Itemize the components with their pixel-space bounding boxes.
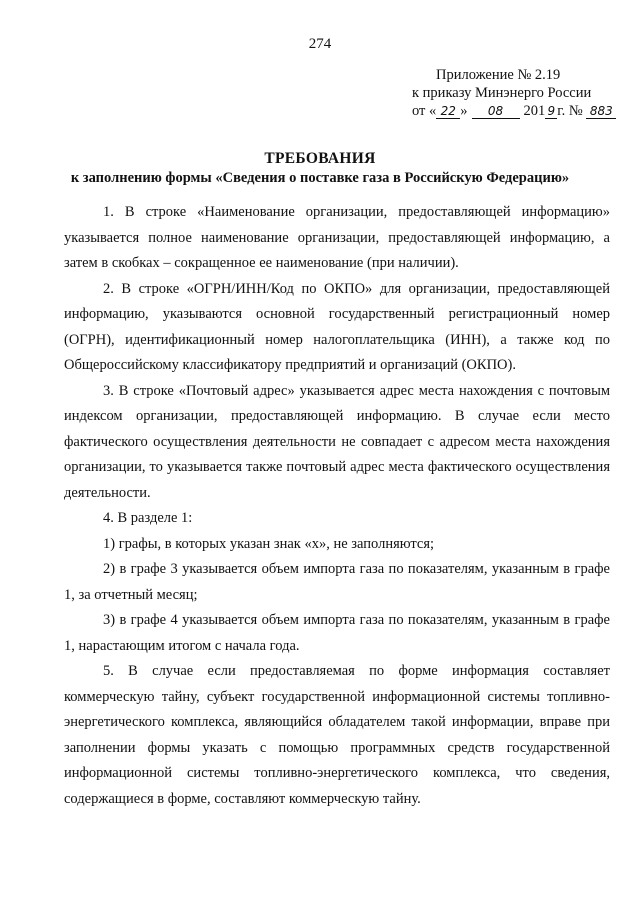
handwritten-order-number: 883 <box>586 105 616 119</box>
paragraph-3: 3. В строке «Почтовый адрес» указывается адрес места нахождения с почтовым индексом организации, предоставляющей информацию. В случае если место фактического осуществления деятельности не совпадает с адресом места нахождения организации, то указывается также почтовый адрес места фактического осуществления деятельности. <box>64 382 610 501</box>
appendix-header <box>412 66 616 120</box>
appendix-order-ref: к приказу Минэнерго России <box>412 85 592 101</box>
paragraph-2: 2. В строке «ОГРН/ИНН/Код по ОКПО» для организации, предоставляющей информацию, указываются основной государственный регистрационный номер (ОГРН), идентификационный номер налогоплательщика (ИНН), а также код по Общероссийскому классификатору предприятий и организаций (ОКПО). <box>64 280 610 373</box>
document-subtitle: к заполнению формы «Сведения о поставке газа в Российскую Федерацию» <box>70 170 570 186</box>
page-number: 274 <box>308 36 332 52</box>
handwritten-day: 22 <box>436 105 460 119</box>
paragraph-5: 5. В случае если предоставляемая по форме информация составляет коммерческую тайну, субъект государственной информационной системы топливно-энергетического комплекса, являющийся обладателем такой информации, вправе при заполнении формы указать с помощью программных средств государственной информационной системы топливно-энергетического комплекса, что сведения, содержащиеся в форме, составляют коммерческую тайну. <box>64 663 610 807</box>
year-suffix: г. № <box>557 103 583 119</box>
document-body <box>64 200 610 812</box>
paragraph-4: 4. В разделе 1: <box>103 510 193 526</box>
appendix-title: Приложение № 2.19 <box>436 67 561 83</box>
paragraph-4-item-2: 2) в графе 3 указывается объем импорта газа по показателям, указанным в графе 1, за отчетный месяц; <box>64 561 610 603</box>
year-prefix: 201 <box>523 103 546 119</box>
handwritten-month: 08 <box>472 105 520 119</box>
document-title: ТРЕБОВАНИЯ <box>264 150 376 167</box>
paragraph-1: 1. В строке «Наименование организации, предоставляющей информацию» указывается полное наименование организации, предоставляющей информацию, а затем в скобках – сокращенное ее наименование (при наличии). <box>64 204 610 271</box>
appendix-date-line <box>412 102 616 120</box>
date-prefix: от « <box>412 103 437 119</box>
date-day-close: » <box>460 103 468 119</box>
handwritten-year-digit: 9 <box>545 105 557 119</box>
paragraph-4-item-3: 3) в графе 4 указывается объем импорта газа по показателям, указанным в графе 1, нарастающим итогом с начала года. <box>64 612 610 654</box>
paragraph-4-item-1: 1) графы, в которых указан знак «х», не заполняются; <box>103 535 435 552</box>
